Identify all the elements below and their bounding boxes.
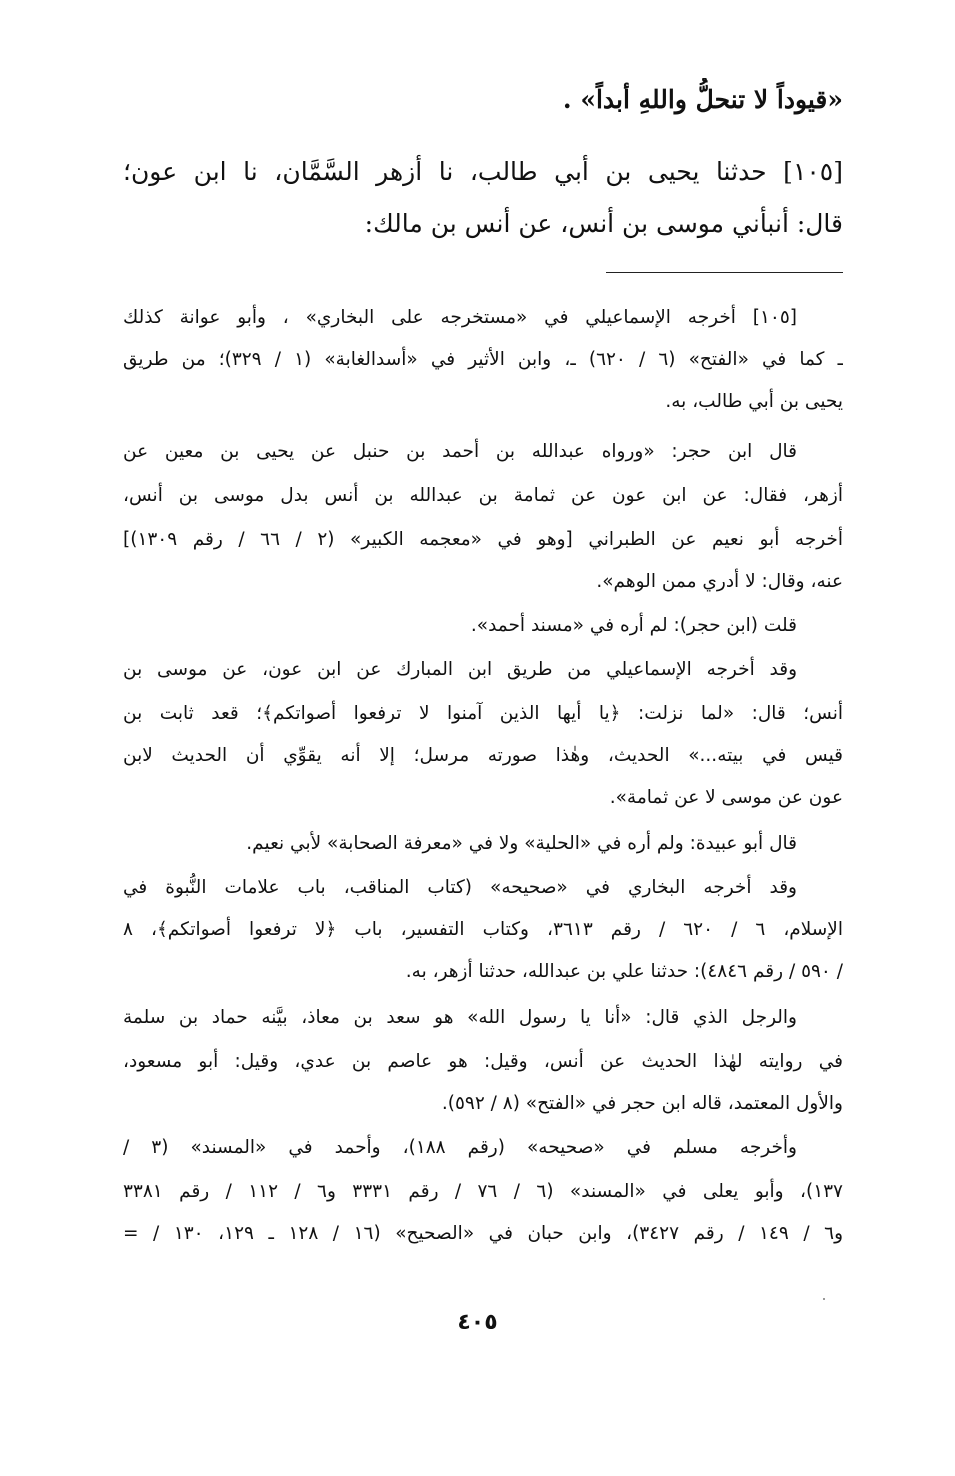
scan-speck xyxy=(823,1298,825,1300)
footnote-line: أزهر، فقال: عن ابن عون عن ثمامة بن عبدالله بن أنس بدل موسى بن أنس، xyxy=(123,485,843,506)
footnote-line: عون عن موسى لا عن ثمامة». xyxy=(609,787,843,808)
footnote-line: قيس في بيته...» الحديث، وهٰذا صورته مرسل؛ إلا أنه يقوِّي أن الحديث لابن xyxy=(123,745,843,766)
footnote-line: وأخرجه مسلم في «صحيحه» (رقم ١٨٨)، وأحمد في «المسند» (٣ / xyxy=(123,1137,797,1158)
footnote-line: / ٥٩٠ / رقم ٤٨٤٦): حدثنا علي بن عبدالله، حدثنا أزهر، به. xyxy=(405,961,843,982)
footnote-line: وقد أخرجه الإسماعيلي من طريق ابن المبارك عن ابن عون، عن موسى بن xyxy=(123,659,797,680)
footnote-line: قال ابن حجر: «ورواه عبدالله بن أحمد بن حنبل عن يحيى بن معين عن xyxy=(123,441,797,462)
main-text-line-1: «قيوداً لا تنحلُّ واللهِ أبداً» . xyxy=(562,85,843,114)
footnote-line: قال أبو عبيدة: ولم أره في «الحلية» ولا في «معرفة الصحابة» لأبي نعيم. xyxy=(246,833,797,854)
footnote-line: أنس؛ قال: «لما نزلت: ﴿يا أيها الذين آمنوا لا ترفعوا أصواتكم﴾؛ قعد ثابت بن xyxy=(123,703,843,724)
main-text-line-3: قال: أنبأني موسى بن أنس، عن أنس بن مالك: xyxy=(364,209,843,238)
footnote-line: في روايته لهٰذا الحديث عن أنس، وقيل: هو عاصم بن عدي، وقيل: أبو مسعود، xyxy=(123,1051,843,1072)
footnote-line: الإسلام، ٦ / ٦٢٠ / رقم ٣٦١٣، وكتاب التفسير، باب ﴿لا ترفعوا أصواتكم﴾، ٨ xyxy=(123,919,843,940)
footnote-line: وقد أخرجه البخاري في «صحيحه» (كتاب المناقب، باب علامات النُّبوة في xyxy=(123,877,797,898)
footnote-line: عنه، وقال: لا أدري ممن الوهم». xyxy=(596,571,843,592)
footnote-line: والرجل الذي قال: «أنا يا رسول الله» هو سعد بن معاذ، بيَّنه حماد بن سلمة xyxy=(123,1007,797,1028)
footnote-line: [١٠٥] أخرجه الإسماعيلي في «مستخرجه على البخاري» ، وأبو عوانة كذلك xyxy=(123,307,797,328)
main-text-line-2: [١٠٥] حدثنا يحيى بن أبي طالب، نا أزهر السَّمَّان، نا ابن عون؛ xyxy=(123,157,843,186)
footnote-line: أخرجه أبو نعيم عن الطبراني [وهو في «معجمه الكبير» (٢ / ٦٦ / رقم ١٣٠٩)] xyxy=(123,529,843,550)
footnote-line: قلت (ابن حجر): لم أره في «مسند أحمد». xyxy=(470,615,797,636)
footnote-line: ١٣٧)، وأبو يعلى في «المسند» (٦ / ٧٦ / رقم ٣٣٣١ و٦ / ١١٢ / رقم ٣٣٨١ xyxy=(123,1181,843,1202)
footnote-separator xyxy=(606,272,843,273)
footnote-line: يحيى بن أبي طالب، به. xyxy=(665,391,843,412)
footnote-line: و٦ / ١٤٩ / رقم ٣٤٢٧)، وابن حبان في «الصحيح» (١٦ / ١٢٨ ـ ١٢٩، ١٣٠ / = xyxy=(123,1223,843,1244)
page-number: ٤٠٥ xyxy=(457,1310,498,1335)
footnote-line: والأول المعتمد، قاله ابن حجر في «الفتح» (٨ / ٥٩٢). xyxy=(441,1093,843,1114)
footnote-line: ـ كما في «الفتح» (٦ / ٦٢٠) ـ، وابن الأثير في «أسدالغابة» (١ / ٣٢٩)؛ من طريق xyxy=(123,349,843,370)
